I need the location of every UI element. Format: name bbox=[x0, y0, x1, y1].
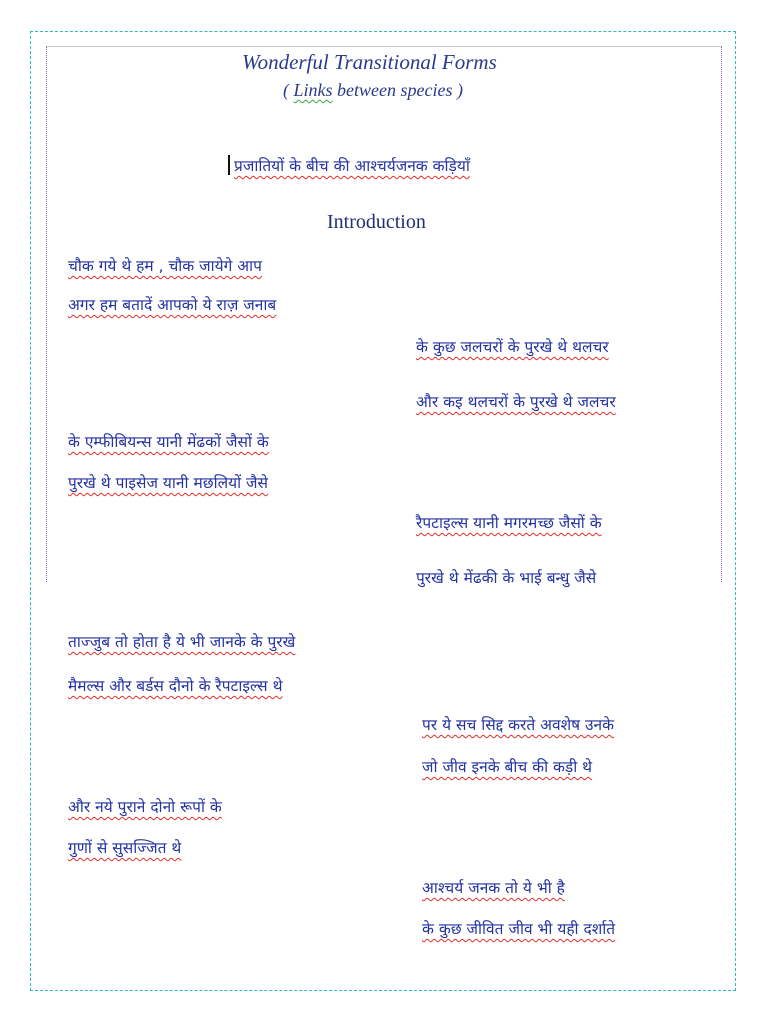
poem-line: चौक गये थे हम , चौक जायेगे आप bbox=[68, 257, 262, 275]
poem-line: अगर हम बतादें आपको ये राज़ जनाब bbox=[68, 296, 277, 314]
poem-line: रैपटाइल्स यानी मगरमच्छ जैसों के bbox=[416, 514, 602, 532]
section-heading: Introduction bbox=[327, 211, 426, 233]
text-cursor bbox=[228, 155, 230, 175]
poem-line: के एम्फीबियन्स यानी मेंढकों जैसों के bbox=[68, 433, 269, 451]
poem-line: जो जीव इनके बीच की कड़ी थे bbox=[422, 758, 593, 776]
document-subtitle: ( Links between species ) bbox=[283, 80, 463, 100]
poem-line: के कुछ जलचरों के पुरखे थे थलचर bbox=[416, 338, 609, 356]
poem-line: गुणों से सुसज्जित थे bbox=[68, 839, 182, 857]
poem-line: मैमल्स और बर्डस दौनो के रैपटाइल्स थे bbox=[68, 677, 283, 695]
poem-line: आश्चर्य जनक तो ये भी है bbox=[422, 879, 565, 897]
hindi-title: प्रजातियों के बीच की आश्चर्यजनक कड़ियाँ bbox=[228, 154, 470, 176]
poem-line: के कुछ जीवित जीव भी यही दर्शाते bbox=[422, 920, 616, 938]
poem-line: और कइ थलचरों के पुरखे थे जलचर bbox=[416, 393, 616, 411]
poem-line: पुरखे थे पाइसेज यानी मछलियों जैसे bbox=[68, 474, 269, 492]
poem-line: पुरखे थे मेंढकी के भाई बन्धु जैसे bbox=[416, 569, 597, 587]
document-title: Wonderful Transitional Forms bbox=[242, 50, 497, 74]
poem-line: पर ये सच सिद्द करते अवशेष उनके bbox=[422, 716, 615, 734]
poem-line: और नये पुराने दोनो रूपों के bbox=[68, 798, 222, 816]
poem-line: ताज्जुब तो होता है ये भी जानके के पुरखे bbox=[68, 633, 296, 651]
